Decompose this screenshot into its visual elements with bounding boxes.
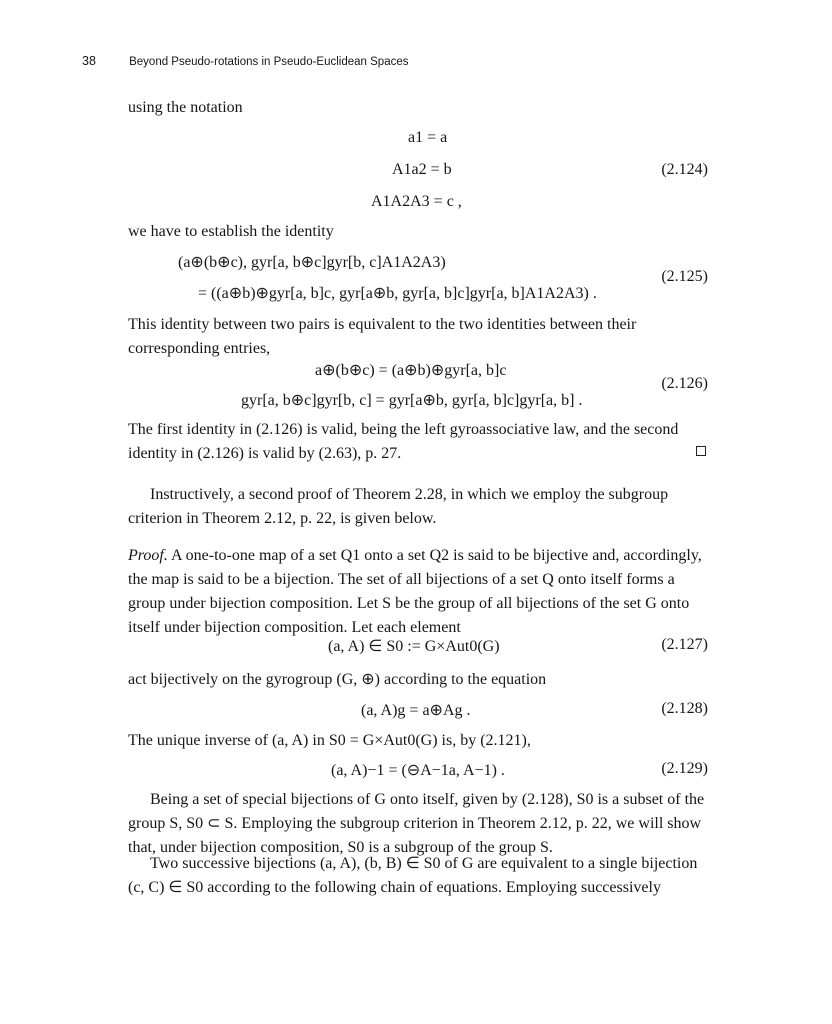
equation-2-129: (a, A)−1 = (⊖A−1a, A−1) . [331,762,505,779]
running-title: Beyond Pseudo-rotations in Pseudo-Euclidean Spaces [129,56,409,68]
page-number: 38 [82,54,96,68]
equation-2-125-line1: (a⊕(b⊕c), gyr[a, b⊕c]gyr[b, c]A1A2A3) [178,254,446,271]
proof-text: A one-to-one map of a set Q1 onto a set Q2 is said to be bijective and, accordingly, the map is said to be a bijection. The set of all bijections of a set Q onto itself forms a group under bijection composition. Let S be the group of all bijections of the set G onto itself under bijection composition. Let each element [128,547,702,636]
paragraph-successive: Two successive bijections (a, A), (b, B) ∈ S0 of G are equivalent to a single bijection (c, C) ∈ S0 according to the following chain of equations. Employing successively [128,855,698,896]
paragraph-instructively: Instructively, a second proof of Theorem 2.28, in which we employ the subgroup criterion in Theorem 2.12, p. 22, is given below. [128,486,669,527]
paragraph-pairs: This identity between two pairs is equivalent to the two identities between their corresponding entries, [128,316,637,357]
equation-2-126-line1: a⊕(b⊕c) = (a⊕b)⊕gyr[a, b]c [315,362,507,379]
equation-2-125-line2: = ((a⊕b)⊕gyr[a, b]c, gyr[a⊕b, gyr[a, b]c]gyr[a, b]A1A2A3) . [198,285,597,302]
proof-label: Proof. [128,547,168,564]
equation-number: (2.129) [661,760,708,777]
qed-square-icon [696,446,706,456]
paragraph-proof [128,544,708,640]
running-header [82,54,408,68]
equation-2-127: (a, A) ∈ S0 := G×Aut0(G) [328,638,500,655]
paragraph-notation: using the notation [128,99,243,116]
equation-number: (2.127) [661,636,708,653]
paragraph-inverse: The unique inverse of (a, A) in S0 = G×Aut0(G) is, by (2.121), [128,732,531,749]
paragraph-first-identity: The first identity in (2.126) is valid, being the left gyroassociative law, and the second identity in (2.126) is valid by (2.63), p. 27. [128,421,679,462]
equation-number: (2.126) [661,375,708,392]
equation-2-124-line1: a1 = a [408,129,448,146]
equation-number: (2.125) [661,268,708,285]
paragraph-being: Being a set of special bijections of G onto itself, given by (2.128), S0 is a subset of the group S, S0 ⊂ S. Employing the subgroup criterion in Theorem 2.12, p. 22, we will show that, under bijection composition, S0 is a subgroup of the group S. [128,791,705,856]
equation-2-124-line3: A1A2A3 = c , [371,193,462,210]
paragraph-act: act bijectively on the gyrogroup (G, ⊕) according to the equation [128,671,547,688]
equation-2-124-line2: A1a2 = b [392,161,452,178]
paragraph-establish: we have to establish the identity [128,223,334,240]
equation-number: (2.124) [661,161,708,178]
equation-2-128: (a, A)g = a⊕Ag . [361,702,471,719]
equation-2-126-line2: gyr[a, b⊕c]gyr[b, c] = gyr[a⊕b, gyr[a, b]c]gyr[a, b] . [241,392,583,409]
equation-number: (2.128) [661,700,708,717]
